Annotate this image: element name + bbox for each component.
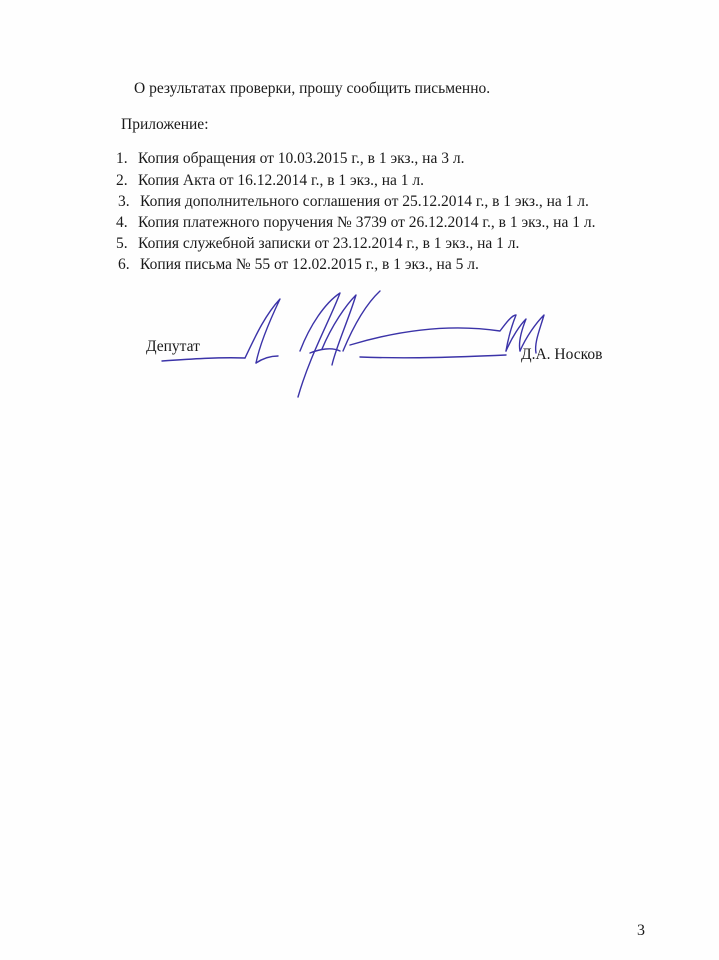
appendix-item-number: 5.	[116, 235, 128, 252]
appendix-item-text: Копия Акта от 16.12.2014 г., в 1 экз., на 1 л.	[138, 172, 425, 189]
appendix-item-text: Копия обращения от 10.03.2015 г., в 1 экз., на 3 л.	[138, 150, 465, 167]
appendix-item-number: 6.	[118, 256, 130, 273]
appendix-item-number: 3.	[118, 193, 130, 210]
appendix-item-number: 4.	[116, 214, 128, 231]
appendix-item	[116, 235, 519, 253]
signer-name: Д.А. Носков	[521, 346, 603, 363]
appendix-item-text: Копия дополнительного соглашения от 25.12.2014 г., в 1 экз., на 1 л.	[140, 193, 589, 210]
appendix-item-text: Копия письма № 55 от 12.02.2015 г., в 1 экз., на 5 л.	[140, 256, 479, 273]
appendix-heading: Приложение:	[121, 116, 209, 133]
intro-paragraph: О результатах проверки, прошу сообщить письменно.	[134, 80, 491, 97]
appendix-item	[118, 193, 589, 211]
page-number: 3	[637, 922, 645, 939]
appendix-item-number: 1.	[116, 150, 128, 167]
signer-title: Депутат	[146, 338, 200, 355]
appendix-item	[118, 256, 479, 274]
appendix-item-text: Копия служебной записки от 23.12.2014 г., в 1 экз., на 1 л.	[138, 235, 520, 252]
handwritten-signature	[160, 285, 580, 410]
appendix-item-number: 2.	[116, 172, 128, 189]
appendix-item-text: Копия платежного поручения № 3739 от 26.12.2014 г., в 1 экз., на 1 л.	[138, 214, 596, 231]
appendix-item	[116, 150, 464, 168]
appendix-item	[116, 214, 595, 232]
appendix-item	[116, 172, 424, 190]
